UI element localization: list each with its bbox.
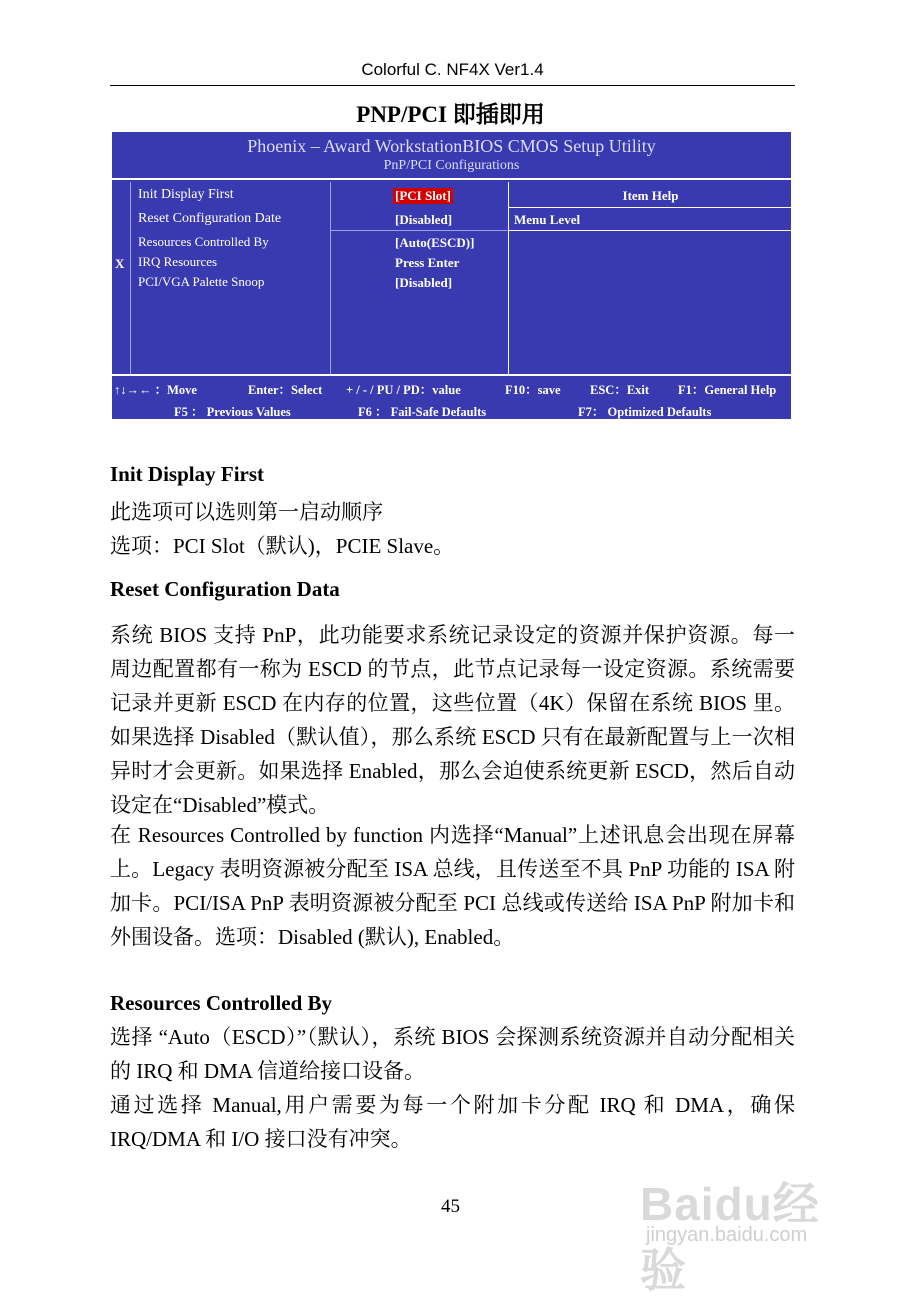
bios-value-palette-snoop[interactable]: [Disabled]	[395, 275, 453, 290]
bios-title: Phoenix – Award WorkstationBIOS CMOS Setup Utility	[247, 136, 656, 156]
bios-divider	[330, 182, 331, 375]
watermark	[640, 1150, 860, 1296]
bios-subtitle: PnP/PCI Configurations	[383, 158, 520, 173]
footer-previous: F5 ： Previous Values	[174, 405, 291, 419]
section-title: PNP/PCI 即插即用	[356, 102, 545, 127]
bios-x-marker: X	[115, 256, 125, 271]
bios-item-resources-controlled[interactable]: Resources Controlled By	[138, 234, 269, 249]
bios-item-irq-resources[interactable]: IRQ Resources	[138, 254, 218, 269]
heading-init-display: Init Display First	[110, 462, 265, 486]
watermark-url: jingyan.baidu.com	[646, 1224, 808, 1246]
resources-paragraph-2: 通过选择 Manual,用户需要为每一个附加卡分配 IRQ 和 DMA，确保 IRQ/DMA 和 I/O 接口没有冲突。	[110, 1093, 795, 1151]
footer-failsafe: F6 ： Fail-Safe Defaults	[358, 405, 487, 419]
footer-optimized: F7： Optimized Defaults	[578, 405, 712, 419]
init-options: 选项：PCI Slot（默认)，PCIE Slave。	[110, 534, 455, 558]
heading-reset-config: Reset Configuration Data	[110, 577, 340, 601]
bios-footer	[110, 374, 793, 421]
resources-paragraph-1: 选择 “Auto（ESCD）”（默认），系统 BIOS 会探测系统资源并自动分配相关的 IRQ 和 DMA 信道给接口设备。	[110, 1025, 795, 1083]
footer-exit: ESC：Exit	[590, 383, 650, 397]
reset-paragraph-2: 在 Resources Controlled by function 内选择“Manual”上述讯息会出现在屏幕上。Legacy 表明资源被分配至 ISA 总线，且传送至不具 PnP 功能的 ISA 附加卡。PCI/ISA PnP 表明资源被分配至 PCI 总线或传送给 ISA PnP 附加卡和外围设备。选项：Disabled (默认), Enabled。	[110, 823, 795, 949]
header-rule	[110, 85, 795, 86]
bios-screenshot	[110, 130, 793, 421]
menu-level-text: Menu Level	[514, 212, 581, 227]
bios-header	[110, 130, 793, 180]
watermark-logo: Baidu经验	[640, 1178, 820, 1296]
footer-save: F10：save	[505, 383, 561, 397]
bios-divider	[508, 182, 509, 375]
init-description: 此选项可以选则第一启动顺序	[110, 500, 383, 524]
bios-item-reset-config[interactable]: Reset Configuration Date	[138, 211, 282, 226]
help-divider	[508, 230, 791, 231]
reset-paragraph-1: 系统 BIOS 支持 PnP，此功能要求系统记录设定的资源并保护资源。每一周边配置都有一称为 ESCD 的节点，此节点记录每一设定资源。系统需要记录并更新 ESCD 在内存的位置，这些位置（4K）保留在系统 BIOS 里。如果选择 Disabled（默认值），那么系统 ESCD 只有在最新配置与上一次相异时才会更新。如果选择 Enabled，那么会迫使系统更新 ESCD，然后自动设定在“Disabled”模式。	[110, 623, 795, 817]
bios-value-irq-resources[interactable]: Press Enter	[395, 255, 460, 270]
document-header: Colorful C. NF4X Ver1.4	[361, 60, 544, 79]
heading-resources-controlled: Resources Controlled By	[110, 991, 333, 1015]
footer-move: ↑↓→← ：Move	[114, 383, 197, 397]
footer-select: Enter：Select	[248, 383, 323, 397]
footer-help: F1：General Help	[678, 383, 777, 397]
item-help-heading: Item Help	[622, 188, 679, 203]
bios-value-init-display[interactable]: [PCI Slot]	[395, 188, 451, 203]
bios-divider	[130, 182, 131, 375]
bios-value-reset-config[interactable]: [Disabled]	[395, 212, 453, 227]
help-divider	[508, 207, 791, 208]
footer-value: + / - / PU / PD：value	[346, 383, 461, 397]
bios-item-init-display[interactable]: Init Display First	[138, 187, 234, 202]
bios-item-palette-snoop[interactable]: PCI/VGA Palette Snoop	[138, 274, 265, 289]
page-number: 45	[441, 1196, 460, 1217]
bios-value-resources-controlled[interactable]: [Auto(ESCD)]	[395, 235, 475, 250]
value-divider	[330, 230, 508, 231]
